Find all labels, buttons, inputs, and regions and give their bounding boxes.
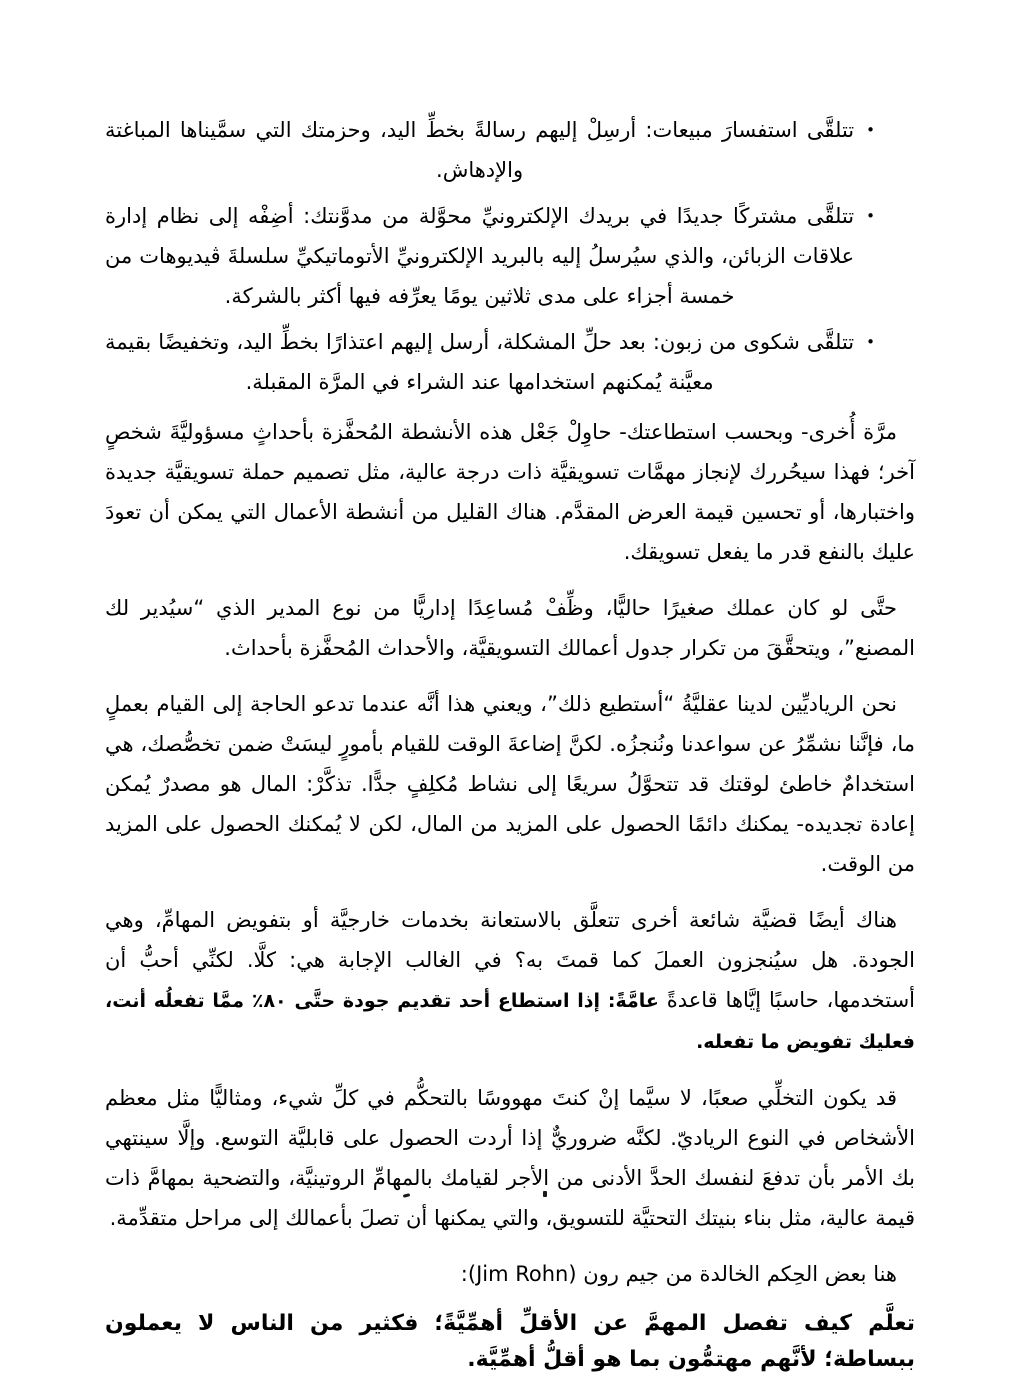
bullet-icon: • [866, 207, 875, 225]
bullet-item-text: تتلقَّى شكوى من زبون: بعد حلِّ المشكلة، أرسل إليهم اعتذارًا بخطِّ اليد، وتخفيضًا بقيمة معيَّنة يُمكنهم استخدامها عند الشراء في المرَّة المقبلة. [105, 330, 855, 394]
delegation-rule-bold-text: عامَّةً: إذا استطاع أحد تقديم جودة حتَّى ٨٠٪ ممَّا تفعلُه أنت، فعليك تفويض ما تفعله. [105, 990, 915, 1053]
bullet-item-text: تتلقَّى استفسارَ مبيعات: أرسِلْ إليهم رسالةً بخطِّ اليد، وحزمتك التي سمَّيناها المباغتة والإدهاش. [105, 118, 855, 182]
paragraph-hire-assistant: حتَّى لو كان عملك صغيرًا حاليًّا، وظِّفْ مُساعِدًا إداريًّا من نوع المدير الذي “سيُدير لك المصنع”، ويتحقَّقَ من تكرار جدول أعمالك التسويقيَّة، والأحداث المُحفَّزة بأحداث. [105, 596, 915, 660]
paragraph-outsourcing-quality [105, 900, 915, 1062]
trigger-examples-bullet-list [105, 110, 915, 402]
bullet-icon: • [866, 121, 875, 139]
bullet-item-customer-complaint [105, 322, 875, 402]
bullet-item-text: تتلقَّى مشتركًا جديدًا في بريدك الإلكترونيِّ محوَّلة من مدوَّنتك: أضِفْه إلى نظام إدارة علاقات الزبائن، والذي سيُرسلُ إليه بالبريد الإلكترونيِّ الأتوماتيكيِّ سلسلةَ ڤيديوهات من خمسة أجزاء على مدى ثلاثين يومًا يعرِّفه فيها أكثر بالشركة. [105, 204, 855, 308]
outsourcing-quality-text: هناك أيضًا قضيَّة شائعة أخرى تتعلَّق بالاستعانة بخدمات خارجيَّة أو بتفويض المهامِّ، وهي الجودة. هل سيُنجزون العملَ كما قمتَ به؟ في الغالب الإجابة هي: كلَّا. لكنِّي أحبُّ أن أستخدمها، حاسبًا إيَّاها قاعدةً [105, 908, 915, 1012]
paragraph-delegation: مرَّة أُخرى- وبحسب استطاعتك- حاوِلْ جَعْل هذه الأنشطة المُحفَّزة بأحداثٍ مسؤوليَّةَ شخصٍ آخر؛ فهذا سيحُررك لإنجاز مهمَّات تسويقيَّة ذات درجة عالية، مثل تصميم حملة تسويقيَّة جديدة واختبارها، أو تحسين قيمة العرض المقدَّم. هناك القليل من أنشطة الأعمال التي يمكن أن تعودَ عليك بالنفع قدر ما يفعل تسويقك. [105, 420, 915, 564]
bullet-item-sales-inquiry [105, 110, 875, 190]
jim-rohn-intro-line: هنا بعض الحِكم الخالدة من جيم رون (Jim Rohn): [460, 1262, 897, 1286]
bullet-item-new-subscriber [105, 196, 875, 316]
bullet-icon: • [866, 333, 875, 351]
jim-rohn-quote: تعلَّم كيف تفصل المهمَّ عن الأقلِّ أهمِّيَّةً؛ فكثير من الناس لا يعملون ببساطة؛ لأنَّهم مهتمُّون بما هو أقلُّ أهمِّيَّة. [105, 1311, 915, 1372]
paragraph-letting-go: قد يكون التخلِّي صعبًا، لا سيَّما إنْ كنتَ مهووسًا بالتحكُّم في كلِّ شيء، ومثاليًّا مثل معظم الأشخاص في النوع الرياديّ. لكنَّه ضروريٌّ إذا أردت الحصول على قابليَّة التوسع. وإلَّا سينتهي بك الأمر بأن تدفعَ لنفسك الحدَّ الأدنى من الأجر لقيامك بالمهامِّ الروتينيَّة، والتضحية بمهامَّ ذات قيمة عالية، مثل بناء بنيتك التحتيَّة للتسويق، والتي يمكنها أن تصلَ بأعمالك إلى مراحل متقدِّمة. [105, 1086, 915, 1230]
paragraph-can-do-mindset: نحن الرياديِّين لدينا عقليَّةُ “أستطيع ذلك”، ويعني هذا أنَّه عندما تدعو الحاجة إلى القيام بعملٍ ما، فإنَّنا نشمِّرُ عن سواعدنا ونُنجزُه. لكنَّ إضاعةَ الوقت للقيام بأمورٍ ليسَتْ ضمن تخصُّصك، هي استخدامٌ خاطئ لوقتك قد تتحوَّلُ سريعًا إلى نشاط مُكلِفٍ جدًّا. تذكَّرْ: المال هو مصدرٌ يُمكن إعادة تجديده- يمكنك دائمًا الحصول على المزيد من المال، لكن لا يُمكنك الحصول على المزيد من الوقت. [105, 692, 915, 876]
cut-off-glyph-fragment [543, 1191, 547, 1197]
